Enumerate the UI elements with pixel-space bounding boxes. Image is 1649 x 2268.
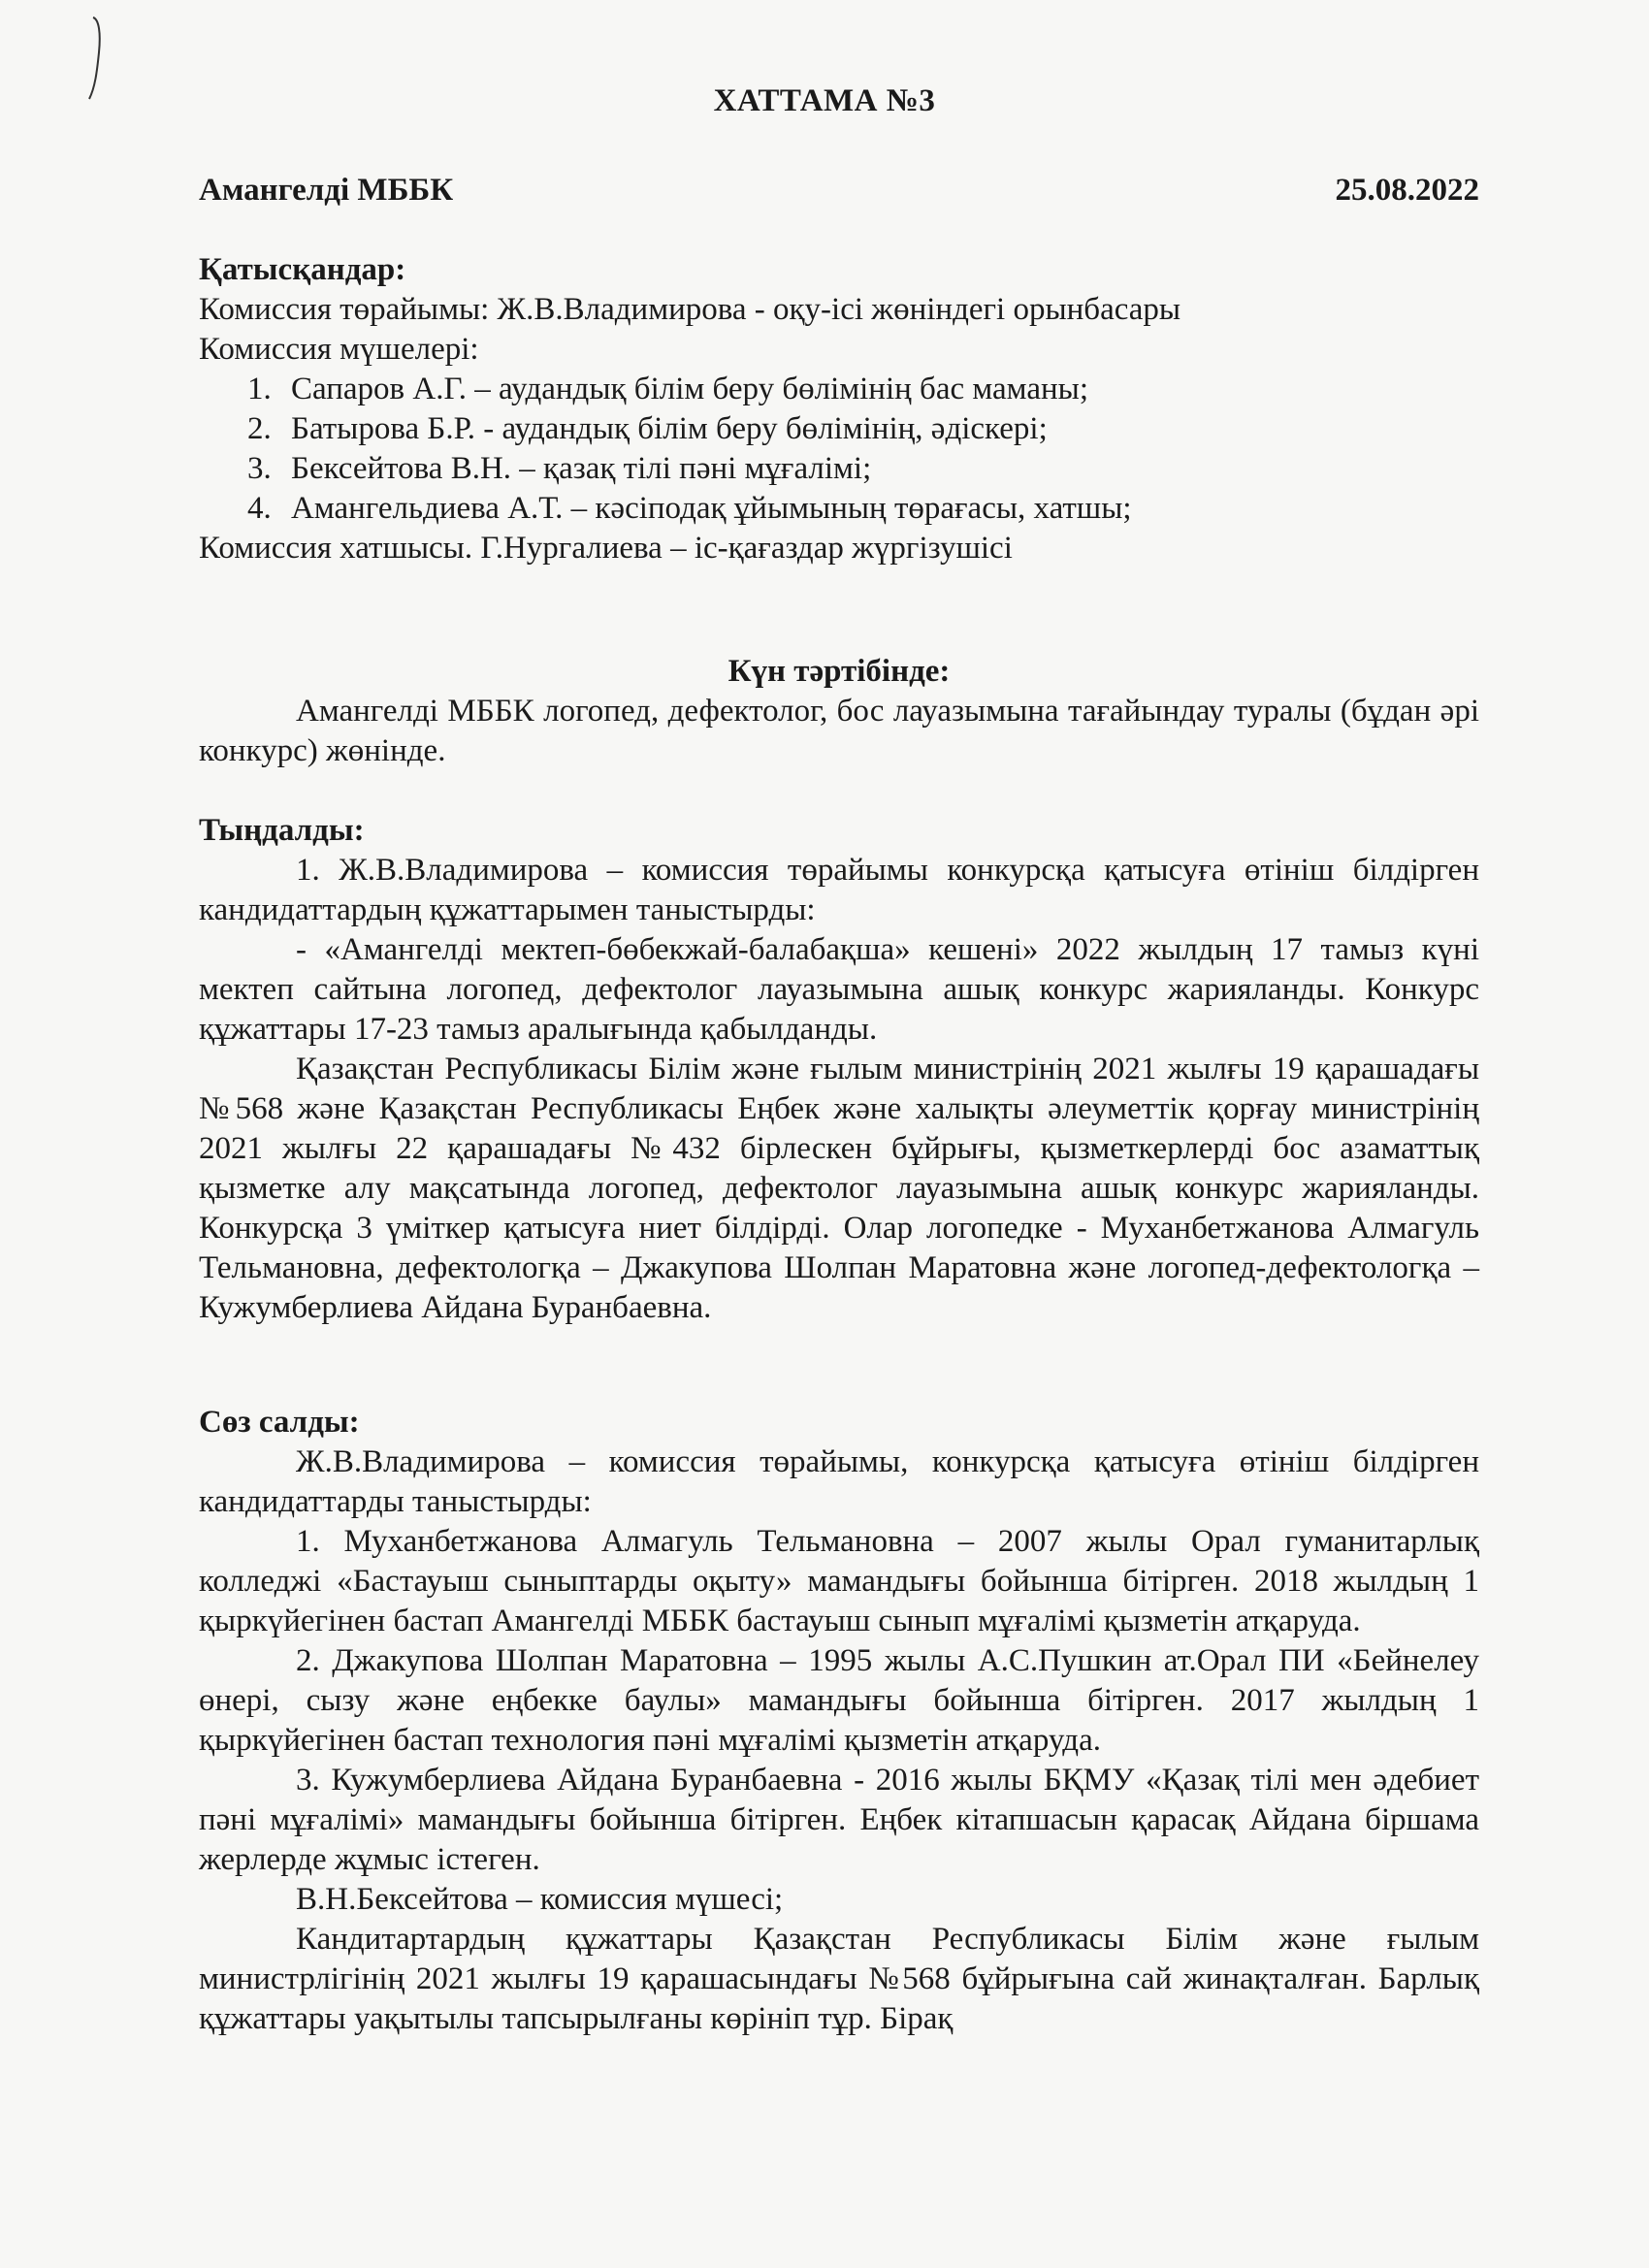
heard-paragraph-3: Қазақстан Республикасы Білім және ғылым министрінің 2021 жылғы 19 қарашадағы №568 және Қазақстан Республикасы Еңбек және халықты әлеуметтік қорғау министрінің 2021 жылғы 22 қарашадағы №432 бірлескен бұйрығы, қызметкерлерді бос азаматтық қызметке алу мақсатында логопед, дефектолог лауазымына ашық конкурс жарияланды. Конкурсқа 3 үміткер қатысуға ниет білдірді. Олар логопедке - Муханбетжанова Алмагуль Тельмановна, дефектологқа – Джакупова Шолпан Маратовна және логопед-дефектологқа – Кужумберлиева Айдана Буранбаевна. <box>199 1052 1479 1325</box>
document-date: 25.08.2022 <box>1335 173 1479 208</box>
participants-heading: Қатысқандар: <box>199 252 406 287</box>
spoke-paragraph-2: В.Н.Бексейтова – комиссия мүшесі; <box>296 1882 784 1917</box>
spoke-heading: Сөз салды: <box>199 1405 360 1440</box>
member-text: Амангельдиева А.Т. – кәсіподақ ұйымының төрағасы, хатшы; <box>291 491 1132 526</box>
heard-heading: Тыңдалды: <box>199 813 365 848</box>
list-item <box>199 489 1479 529</box>
member-text: Сапаров А.Г. – аудандық білім беру бөлімінің бас маманы; <box>291 372 1088 406</box>
candidate-2: 2. Джакупова Шолпан Маратовна – 1995 жылы А.С.Пушкин ат.Орал ПИ «Бейнелеу өнері, сызу және еңбекке баулы» мамандығы бойынша бітірген. 2017 жылдың 1 қыркүйегінен бастап технология пәні мұғалімі қызметін атқаруда. <box>199 1643 1479 1758</box>
list-item <box>199 370 1479 409</box>
heard-paragraph-2: - «Амангелді мектеп-бөбекжай-балабақша» кешені» 2022 жылдың 17 тамыз күні мектеп сайтына логопед, дефектолог лауазымына ашық конкурс жарияланды. Конкурс құжаттары 17-23 тамыз аралығында қабылданды. <box>199 932 1479 1047</box>
agenda-text: Амангелді МББК логопед, дефектолог, бос лауазымына тағайындау туралы (бұдан әрі конкурс) жөнінде. <box>199 694 1479 768</box>
agenda-heading: Күн тәртібінде: <box>728 654 951 689</box>
members-heading: Комиссия мүшелері: <box>199 332 479 367</box>
list-item <box>199 409 1479 449</box>
list-number: 3. <box>247 451 272 486</box>
organization-name: Амангелді МББК <box>199 173 454 208</box>
spoke-paragraph-3: Кандитартардың құжаттары Қазақстан Республикасы Білім және ғылым министрлігінің 2021 жылғы 19 қарашасындағы №568 бұйрығына сай жинақталған. Барлық құжаттары уақытылы тапсырылғаны көрініп тұр. Бірақ <box>199 1922 1479 2036</box>
list-number: 1. <box>247 372 272 406</box>
member-text: Батырова Б.Р. - аудандық білім беру бөлімінің, әдіскері; <box>291 411 1048 446</box>
commission-chair: Комиссия төрайымы: Ж.В.Владимирова - оқу-ісі жөніндегі орынбасары <box>199 292 1181 327</box>
commission-secretary: Комиссия хатшысы. Г.Нургалиева – іс-қағаздар жүргізушісі <box>199 531 1013 566</box>
agenda-section <box>199 652 1479 771</box>
member-text: Бексейтова В.Н. – қазақ тілі пәні мұғалімі; <box>291 451 872 486</box>
heard-section <box>199 811 1479 1328</box>
members-list <box>199 370 1479 529</box>
list-item <box>199 449 1479 489</box>
spoke-section <box>199 1403 1479 2039</box>
list-number: 4. <box>247 491 272 526</box>
participants-section <box>199 250 1479 568</box>
document-title: ХАТТАМА №3 <box>713 83 936 118</box>
spoke-paragraph-1: Ж.В.Владимирова – комиссия төрайымы, конкурсқа қатысуға өтініш білдірген кандидаттарды таныстырды: <box>199 1444 1479 1519</box>
candidate-1: 1. Муханбетжанова Алмагуль Тельмановна – 2007 жылы Орал гуманитарлық колледжі «Бастауыш сыныптарды оқыту» мамандығы бойынша бітірген. 2018 жылдың 1 қыркүйегінен бастап Амангелді МББК бастауыш сынып мұғалімі қызметін атқаруда. <box>199 1524 1479 1638</box>
list-number: 2. <box>247 411 272 446</box>
candidate-3: 3. Кужумберлиева Айдана Буранбаевна - 2016 жылы БҚМУ «Қазақ тілі мен әдебиет пәні мұғалімі» мамандығы бойынша бітірген. Еңбек кітапшасын қарасақ Айдана біршама жерлерде жұмыс істеген. <box>199 1763 1479 1877</box>
heard-paragraph-1: 1. Ж.В.Владимирова – комиссия төрайымы конкурсқа қатысуға өтініш білдірген кандидаттардың құжаттарымен таныстырды: <box>199 853 1479 927</box>
